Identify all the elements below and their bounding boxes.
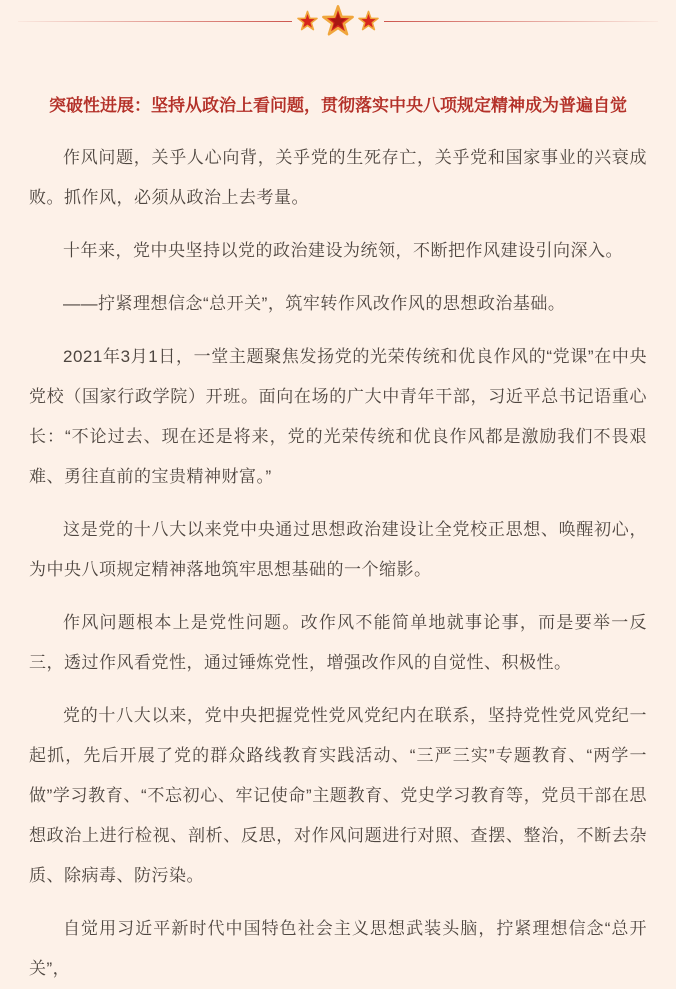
star-icon-small-right (357, 10, 380, 32)
article-paragraph: 作风问题根本上是党性问题。改作风不能简单地就事论事，而是要举一反三，透过作风看党性，通过锤炼党性，增强改作风的自觉性、积极性。 (29, 613, 647, 672)
article-paragraph: 十年来，党中央坚持以党的政治建设为统领，不断把作风建设引向深入。 (63, 241, 623, 260)
article-paragraph: 自觉用习近平新时代中国特色社会主义思想武装头脑，拧紧理想信念“总开关”， (29, 919, 647, 978)
article-body (29, 138, 647, 989)
article-paragraph: ——拧紧理想信念“总开关”，筑牢转作风改作风的思想政治基础。 (63, 294, 566, 313)
article-paragraph: 作风问题，关乎人心向背，关乎党的生死存亡，关乎党和国家事业的兴衰成败。抓作风，必须从政治上去考量。 (29, 148, 647, 207)
article-paragraph: 党的十八大以来，党中央把握党性党风党纪内在联系，坚持党性党风党纪一起抓，先后开展了党的群众路线教育实践活动、“三严三实”专题教育、“两学一做”学习教育、“不忘初心、牢记使命”主题教育、党史学习教育等，党员干部在思想政治上进行检视、剖析、反思，对作风问题进行对照、查摆、整治，不断去杂质、除病毒、防污染。 (29, 706, 647, 885)
article-paragraph: 2021年3月1日，一堂主题聚焦发扬党的光荣传统和优良作风的“党课”在中央党校（国家行政学院）开班。面向在场的广大中青年干部，习近平总书记语重心长：“不论过去、现在还是将来，党的光荣传统和优良作风都是激励我们不畏艰难、勇往直前的宝贵精神财富。” (29, 347, 647, 486)
divider-line-left (18, 21, 292, 22)
three-stars-icon (292, 4, 384, 38)
divider-line-right (384, 21, 658, 22)
article-title: 突破性进展：坚持从政治上看问题，贯彻落实中央八项规定精神成为普遍自觉 (49, 96, 627, 115)
star-divider (0, 0, 676, 42)
star-icon-large-center (320, 4, 356, 38)
article (0, 94, 676, 989)
article-paragraph: 这是党的十八大以来党中央通过思想政治建设让全党校正思想、唤醒初心，为中央八项规定精神落地筑牢思想基础的一个缩影。 (29, 520, 647, 579)
star-icon-small-left (296, 10, 319, 32)
